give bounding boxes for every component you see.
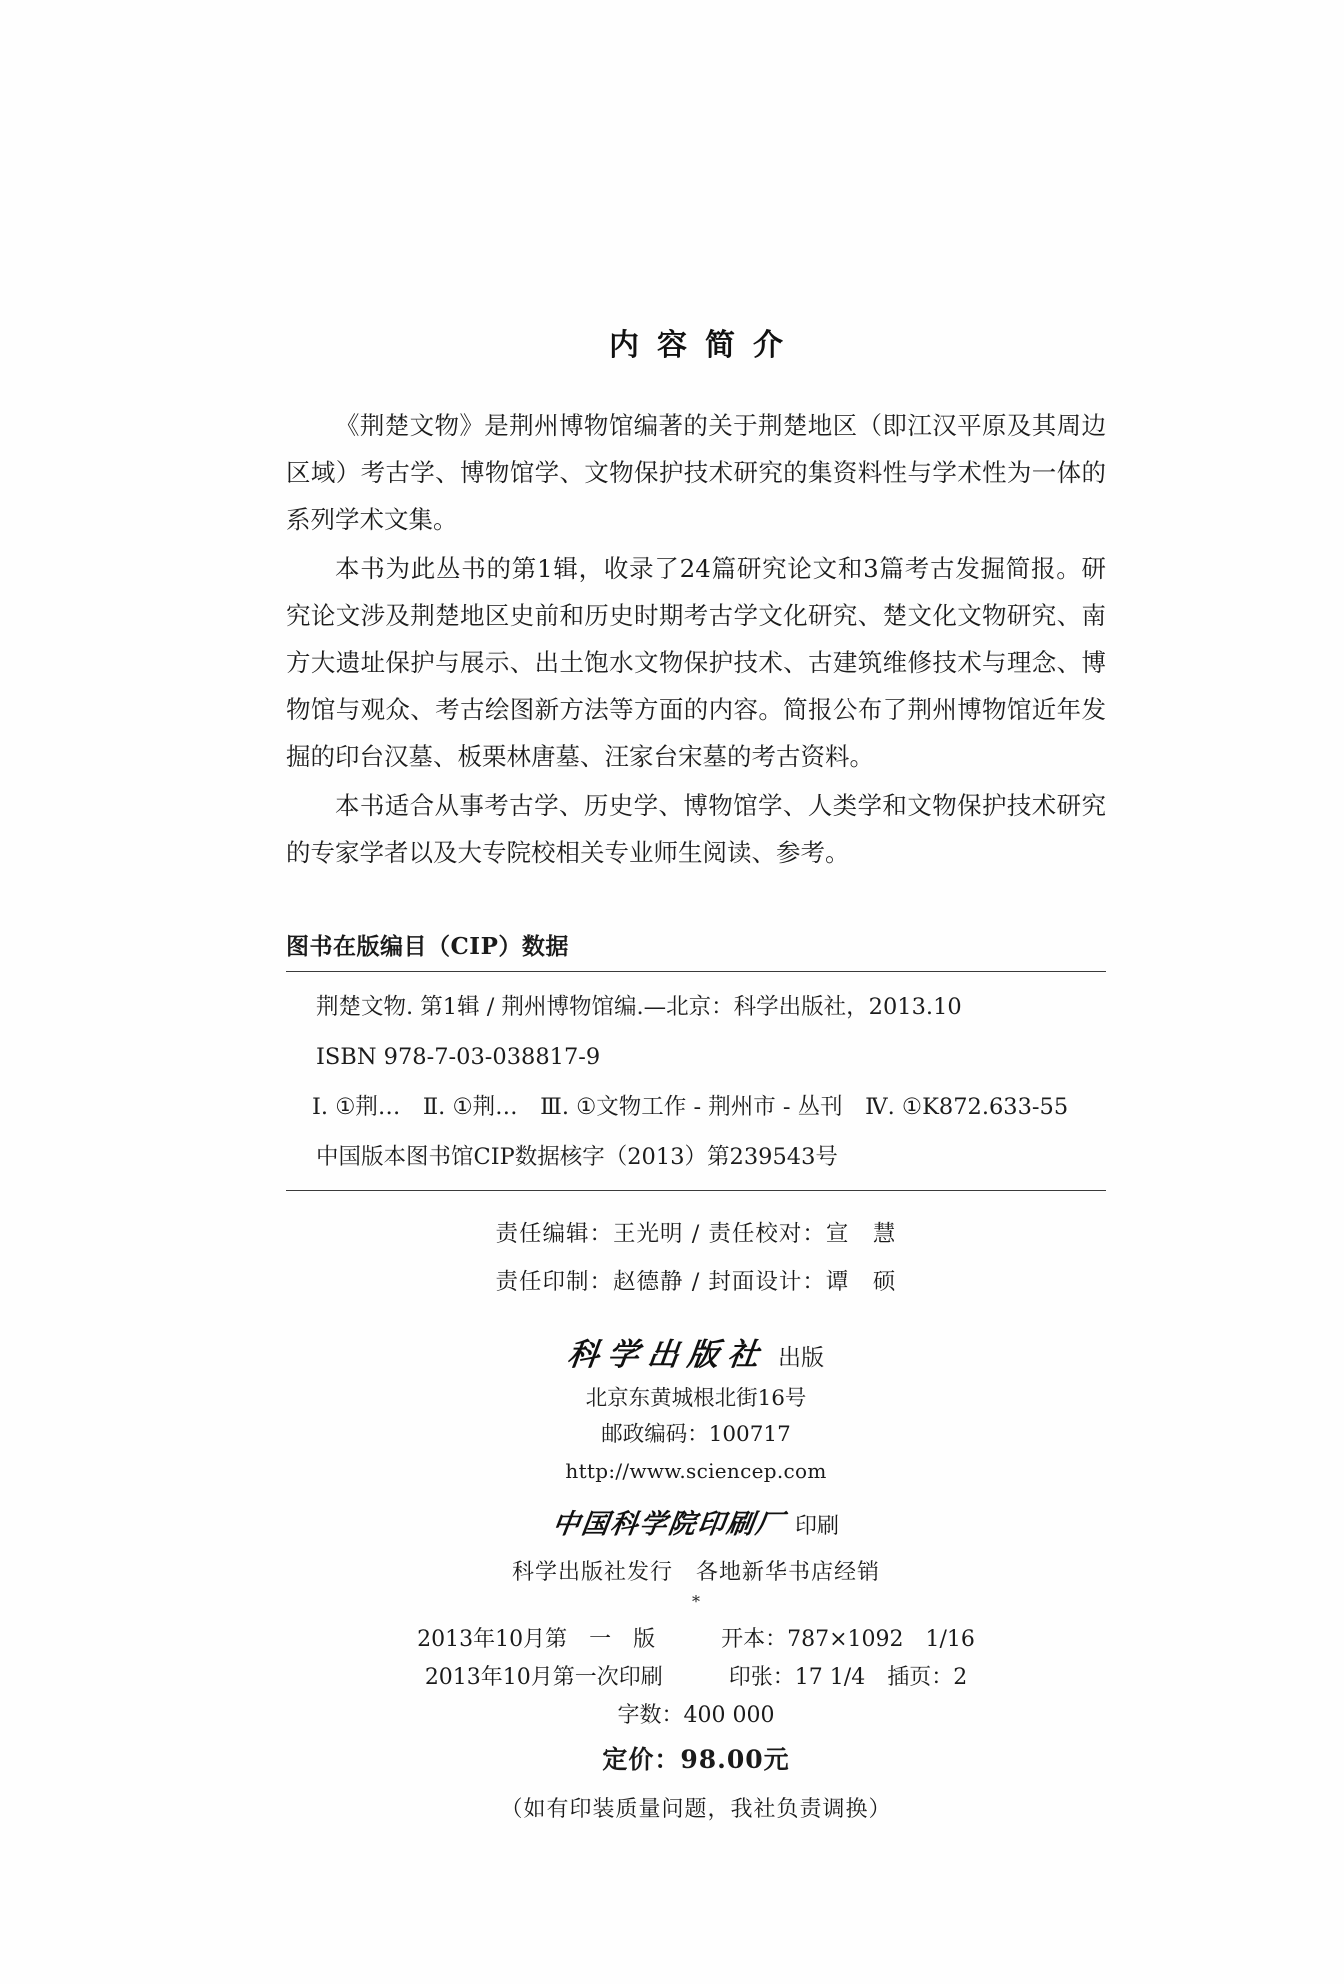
publisher-postcode: 邮政编码：100717 bbox=[601, 1422, 791, 1447]
publisher-name-line bbox=[286, 1329, 1106, 1374]
credit-line: 责任编辑：王光明 / 责任校对：宣 慧 bbox=[495, 1221, 897, 1247]
distribution-line: 科学出版社发行 各地新华书店经销 bbox=[511, 1560, 880, 1585]
imprint-row: 2013年10月第一次印刷 印张：17 1/4 插页：2 bbox=[424, 1665, 968, 1690]
imprint-row: 字数：400 000 bbox=[617, 1703, 775, 1728]
credit-line: 责任印制：赵德静 / 封面设计：谭 硕 bbox=[495, 1269, 897, 1295]
page-title: 内容简介 bbox=[609, 328, 801, 363]
staff-credits bbox=[286, 1217, 1106, 1299]
cip-bottom-divider bbox=[286, 1190, 1106, 1191]
cip-registration-line: 中国版本图书馆CIP数据核字（2013）第239543号 bbox=[316, 1144, 838, 1170]
cip-heading: 图书在版编目（CIP）数据 bbox=[286, 933, 569, 960]
press-suffix: 出版 bbox=[778, 1345, 824, 1371]
publisher-address-block bbox=[286, 1382, 1106, 1488]
printer-suffix: 印刷 bbox=[794, 1514, 839, 1539]
cip-classification-line: Ⅰ. ①荆… Ⅱ. ①荆… Ⅲ. ①文物工作 - 荆州市 - 丛刊 Ⅳ. ①K872.633-55 bbox=[312, 1094, 1069, 1120]
introduction-block bbox=[286, 402, 1106, 876]
publisher-block bbox=[286, 1329, 1106, 1611]
intro-paragraph: 本书适合从事考古学、历史学、博物馆学、人类学和文物保护技术研究的专家学者以及大专院校相关专业师生阅读、参考。 bbox=[286, 791, 1106, 867]
price-line: 定价：98.00元 bbox=[602, 1745, 790, 1774]
intro-paragraph: 本书为此丛书的第1辑，收录了24篇研究论文和3篇考古发掘简报。研究论文涉及荆楚地区史前和历史时期考古学文化研究、楚文化文物研究、南方大遗址保护与展示、出土饱水文物保护技术、古建筑维修技术与理念、博物馆与观众、考古绘图新方法等方面的内容。简报公布了荆州博物馆近年发掘的印台汉墓、板栗林唐墓、汪家台宋墓的考古资料。 bbox=[286, 554, 1106, 771]
publisher-address: 北京东黄城根北街16号 bbox=[585, 1386, 807, 1411]
page-content bbox=[286, 320, 1106, 1829]
publisher-url[interactable]: http://www.sciencep.com bbox=[565, 1459, 827, 1483]
cip-body bbox=[286, 972, 1106, 1190]
cip-line: 荆楚文物. 第1辑 / 荆州博物馆编.—北京：科学出版社，2013.10 bbox=[316, 994, 962, 1020]
imprint-row: 2013年10月第 一 版 开本：787×1092 1/16 bbox=[417, 1627, 975, 1652]
cip-block bbox=[286, 928, 1106, 1191]
cip-line: ISBN 978-7-03-038817-9 bbox=[316, 1044, 601, 1070]
imprint-block bbox=[286, 1621, 1106, 1829]
separator-asterisk: * bbox=[692, 1592, 700, 1611]
intro-paragraph: 《荆楚文物》是荆州博物馆编著的关于荆楚地区（即江汉平原及其周边区域）考古学、博物馆学、文物保护技术研究的集资料性与学术性为一体的系列学术文集。 bbox=[286, 411, 1106, 534]
printer-line bbox=[286, 1502, 1106, 1541]
quality-note: （如有印装质量问题，我社负责调换） bbox=[500, 1797, 892, 1822]
printer-logo: 中国科学院印刷厂 bbox=[550, 1509, 787, 1540]
press-logo: 科学出版社 bbox=[565, 1337, 770, 1373]
